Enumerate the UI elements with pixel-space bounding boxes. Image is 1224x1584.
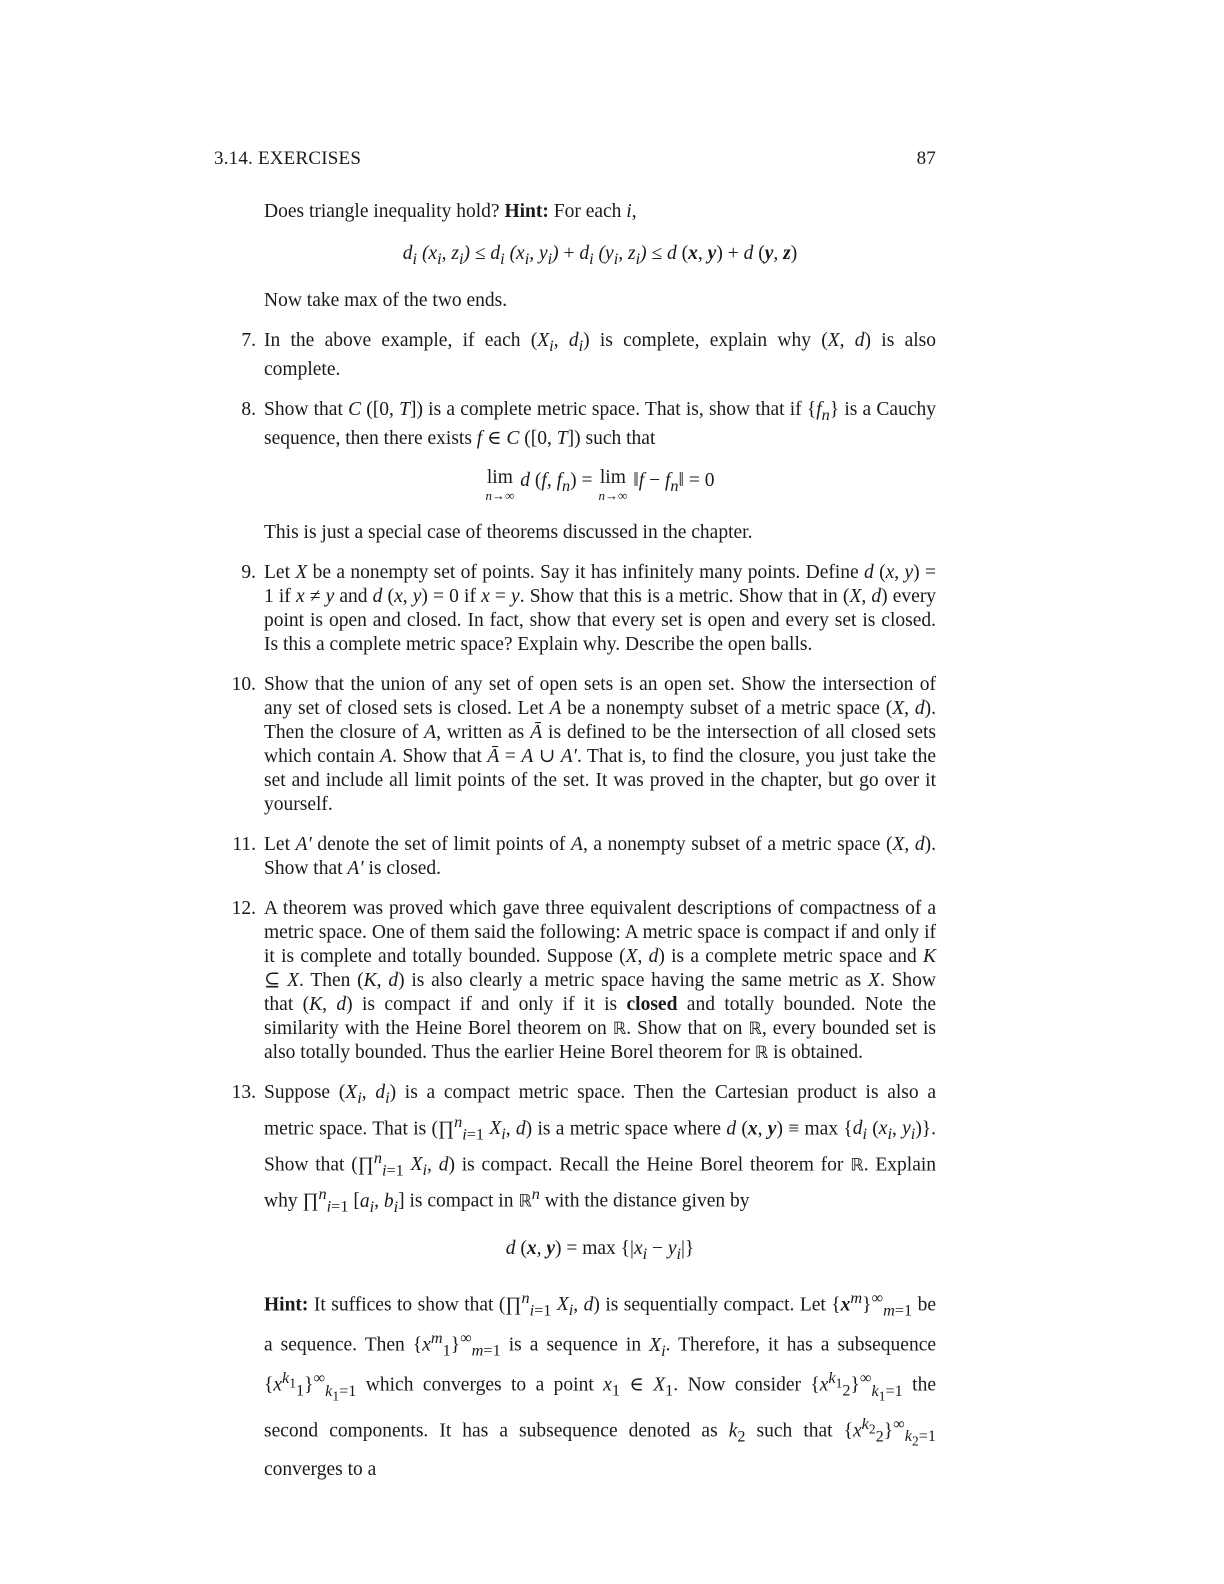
exercise-8: 8. Show that C ([0, T]) is a complete metric space. That is, show that if $\{f_n\}$ is a Cauchy sequence, then there exists f ∈ C ([0, T]) such that lim n→∞ d (f, $f_n$) = lim n→∞ ‖f − $f_n‖ = 0$ This is just a special case of theorems discussed in the chapter.: [264, 398, 936, 545]
exercise-11: 11. Let A′ denote the set of limit points of A, a nonempty subset of a metric space (X, d). Show that A′ is closed.: [264, 833, 936, 881]
exercise-number: 9.: [241, 561, 256, 583]
max-distance-equation: d (x, $y) = \max \{|x_i - y_i|\}$: [505, 1237, 695, 1263]
exercise-number: 11.: [232, 833, 256, 855]
running-head: [214, 148, 936, 170]
exercise-number: 7.: [241, 329, 256, 351]
intro-question: Does triangle inequality hold? Hint: For each i,: [264, 201, 637, 222]
exercise-9: 9. Let X be a nonempty set of points. Say it has infinitely many points. Define d (x, y) = 1 if x ≠ y and d (x, y) = 0 if x = y. Show that this is a metric. Show that in (X, d) every point is open and closed. In fact, show that every set is open and every set is closed. Is this a complete metric space? Explain why. Describe the open balls.: [264, 561, 936, 657]
exercise-10: 10. Show that the union of any set of open sets is an open set. Show the intersection of any set of closed sets is closed. Let A be a nonempty subset of a metric space (X, d). Then the closure of A, written as Ā is defined to be the intersection of all closed sets which contain A. Show that Ā = A ∪ A′. That is, to find the closure, you just take the set and include all limit points of the set. It was proved in the chapter, but go over it yourself.: [264, 673, 936, 817]
exercise-number: 10.: [231, 673, 256, 695]
exercise-number: 8.: [241, 398, 256, 420]
exercise-number: 12.: [231, 897, 256, 919]
triangle-inequality: $d_i$ ($x_i$, $z_i) \le d_i$ ($x_i$, $y_i) + d_i$ ($y_i$, $z_i) \le d$ (x, y) + d (y, z): [402, 243, 798, 268]
limit-equation: lim n→∞ d (f, $f_n$) = lim n→∞ ‖f − $f_n‖ = 0$: [485, 466, 715, 503]
exercise-7: 7. In the above example, if each ($X_i$, $d_i$) is complete, explain why (X, d) is also complete.: [264, 329, 936, 382]
exercise-number: 13.: [231, 1081, 256, 1103]
section-title: 3.14. EXERCISES: [214, 148, 362, 169]
intro-after: Now take max of the two ends.: [264, 289, 508, 311]
page-number: 87: [916, 148, 936, 169]
exercise-12: 12. A theorem was proved which gave three equivalent descriptions of compactness of a metric space. One of them said the following: A metric space is compact if and only if it is complete and totally bounded. Suppose (X, d) is a complete metric space and K ⊆ X. Then (K, d) is also clearly a metric space having the same metric as X. Show that (K, d) is compact if and only if it is closed and totally bounded. Note the similarity with the Heine Borel theorem on ℝ. Show that on ℝ, every bounded set is also totally bounded. Thus the earlier Heine Borel theorem for ℝ is obtained.: [264, 897, 936, 1065]
exercise-13: 13. Suppose ($X_i$, $d_i$) is a compact metric space. Then the Cartesian product is also a metric space. That is (∏$^n_{i=1}$ $X_i$, d) is a metric space where d (x, $y) \equiv \max \{d_i$ ($x_i$, $y_i$)}. Show that (∏$^n_{i=1}$ $X_i$, d) is compact. Recall the Heine Borel theorem for ℝ. Explain why ∏$^n_{i=1}$ [$a_i$, $b_i$] is compact in ℝ$^n$ with the distance given by d (x, $y) = \max \{|x_i - y_i|\}$ Hint: It suffices to show that (∏$^n_{i=1}$ $X_i$, d) is sequentially compact. Let $\{x^m\}^\infty_{m=1}$ be a sequence. Then $\{x^m_1\}^\infty_{m=1}$ is a sequence in $X_i$. Therefore, it has a subsequence $\{x^{k_1}_1\}^\infty_{k_1=1}$ which converges to a point $x_1$ ∈ $X_1$. Now consider $\{x^{k_1}_2\}^\infty_{k_1=1}$ the second components. It has a subsequence denoted as $k_2$ such that $\{x^{k_2}_2\}^\infty_{k_2=1}$ converges to a: [264, 1081, 936, 1484]
page-body: [231, 200, 937, 1484]
